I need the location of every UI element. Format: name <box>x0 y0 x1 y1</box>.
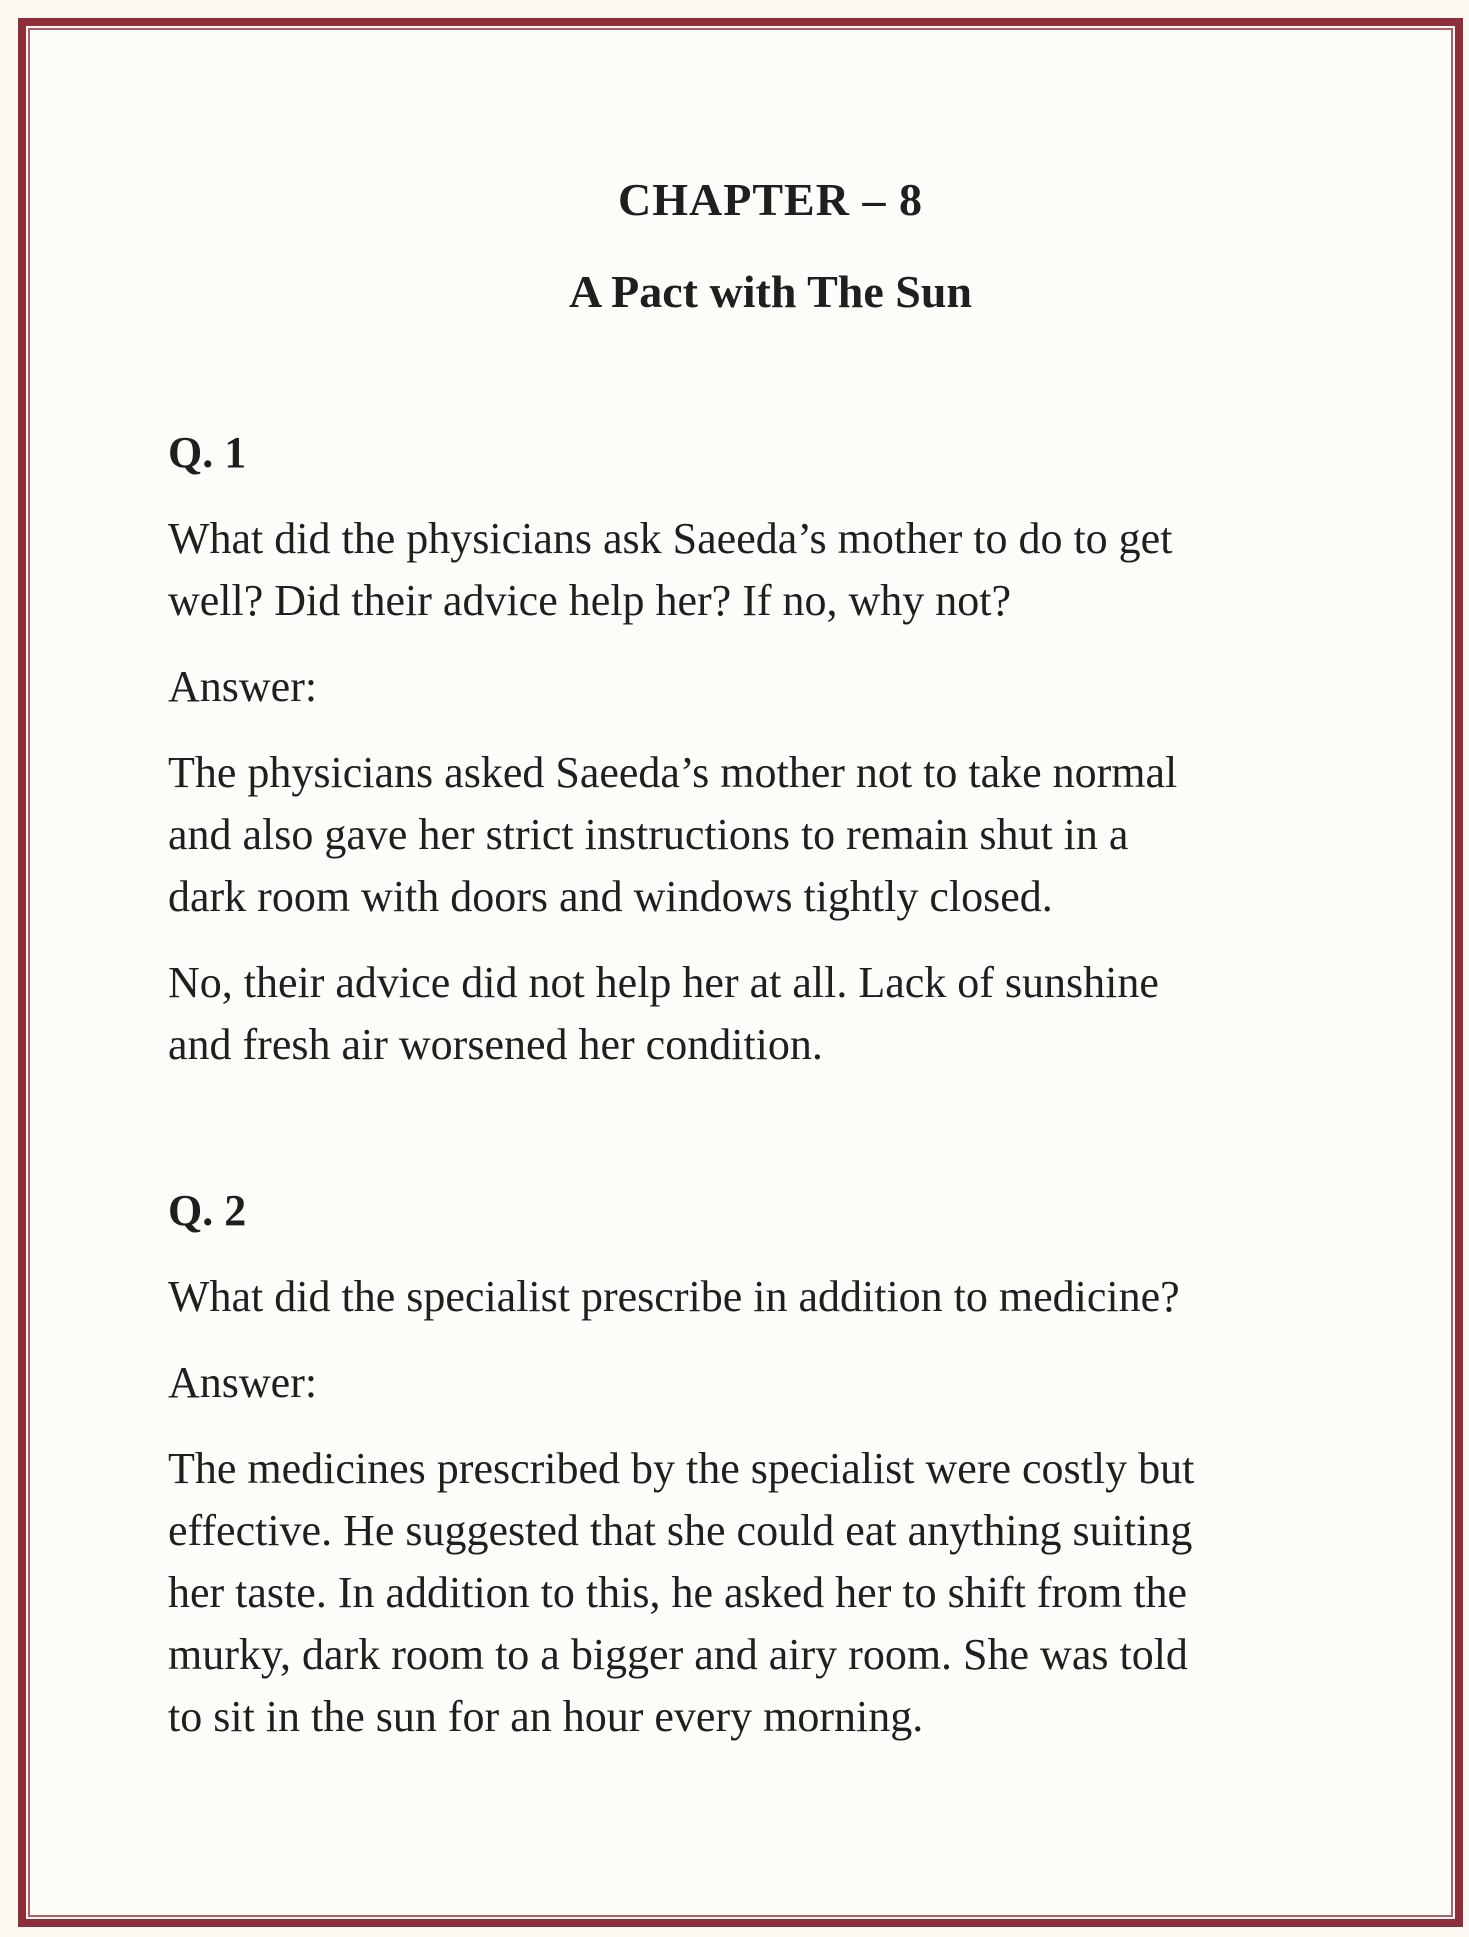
question-2-text <box>168 1266 1373 1328</box>
answer-2-paragraph-1 <box>168 1438 1373 1748</box>
text-line: well? Did their advice help her? If no, why not? <box>168 576 1012 625</box>
question-2-label: Q. 2 <box>168 1186 247 1235</box>
answer-1-paragraph-2 <box>168 952 1373 1076</box>
chapter-subtitle: A Pact with The Sun <box>568 266 973 317</box>
answer-1-label: Answer: <box>168 662 318 711</box>
question-2-section <box>168 1180 1373 1748</box>
chapter-title: CHAPTER – 8 <box>618 174 923 225</box>
answer-1-paragraph-1 <box>168 742 1373 928</box>
question-1-section <box>168 422 1373 1076</box>
text-line: What did the physicians ask Saeeda’s mother to do to get <box>168 514 1173 563</box>
outer-border-frame <box>18 18 1463 1927</box>
text-line: The physicians asked Saeeda’s mother not to take normal <box>168 748 1178 797</box>
inner-border-frame <box>28 28 1453 1917</box>
title-block <box>168 172 1373 320</box>
question-1-text <box>168 508 1373 632</box>
text-line: and fresh air worsened her condition. <box>168 1020 823 1069</box>
text-line: and also gave her strict instructions to remain shut in a <box>168 810 1129 859</box>
text-line: dark room with doors and windows tightly closed. <box>168 872 1053 921</box>
question-1-label: Q. 1 <box>168 428 247 477</box>
page-content <box>60 60 1433 1893</box>
text-line: to sit in the sun for an hour every morning. <box>168 1692 924 1741</box>
text-line: What did the specialist prescribe in addition to medicine? <box>168 1272 1180 1321</box>
text-line: The medicines prescribed by the specialist were costly but <box>168 1444 1195 1493</box>
text-line: No, their advice did not help her at all. Lack of sunshine <box>168 958 1159 1007</box>
text-line: her taste. In addition to this, he asked her to shift from the <box>168 1568 1188 1617</box>
text-line: murky, dark room to a bigger and airy room. She was told <box>168 1630 1188 1679</box>
answer-2-label: Answer: <box>168 1358 318 1407</box>
text-line: effective. He suggested that she could eat anything suiting <box>168 1506 1193 1555</box>
